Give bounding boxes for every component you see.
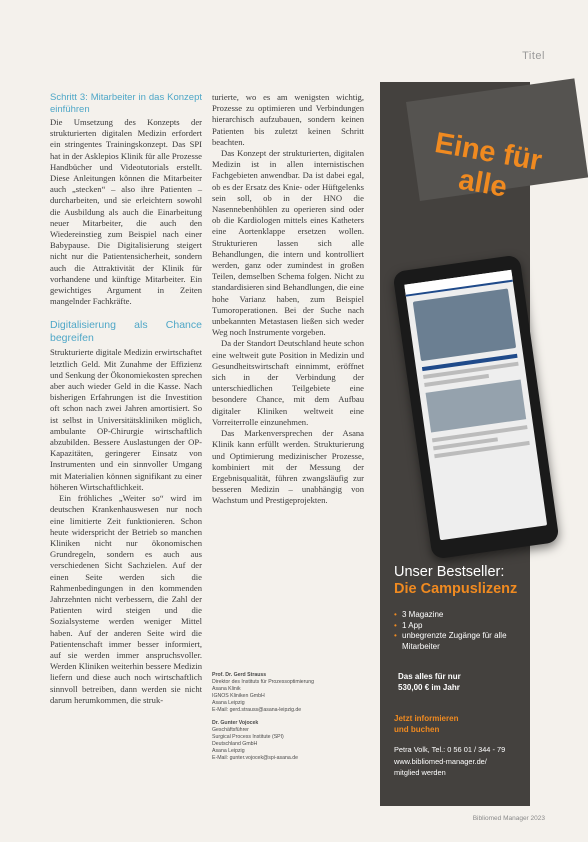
paragraph: Da der Standort Deutschland heute schon eine weltweit gute Position in Medizin und Gesundheitswirtschaft einnimmt, eröffnet sich in der Verbindung der unterschiedlichen Teilgebiete eine besondere Chance, mit dem Aufbau digitaler Kliniken weltweit eine Vorreiterrolle einzunehmen. (212, 338, 364, 427)
bullet-icon: • (394, 631, 397, 640)
author-info (212, 672, 364, 767)
author-line: IGNOS Kliniken GmbH (212, 693, 265, 700)
section-tag: Titel (522, 50, 545, 62)
paragraph: Die Umsetzung des Konzepts der strukturierten digitalen Medizin erfordert ein stringentes Trainingskonzept. Das SPI hat in der Asklepios Klinik für alle Prozesse Handbücher und Videotutorials erstellt. Diese Anleitungen können die Mitarbeiter auch „stecken“ – also ihre Patienten – durcharbeiten, und sie erleichtern sowohl die Ausbildung als auch die Einarbeitung neuer Mitarbeiter, die auch den Wiedereinstieg zum Beispiel nach einer Babypause. Die Digitalisierung steigert nicht nur die Patientensicherheit, sondern auch die Attraktivität der Klinik für vorhandene und künftige Mitarbeiter. Ein gewichtiges Argument in Zeiten mangelnder Fachkräfte. (50, 117, 202, 307)
subheading-employees: Schritt 3: Mitarbeiter in das Konzept einführen (50, 92, 202, 115)
author-email[interactable]: E-Mail: gerd.strauss@asana-leipzig.de (212, 707, 302, 714)
bullet-icon: • (394, 620, 397, 630)
author-line: Asana Leipzig (212, 700, 245, 707)
page-footer: Bibliomed Manager 2023 (472, 815, 545, 822)
ad-feature-item: • 3 Magazine (394, 610, 444, 619)
ad-feature-item: • 1 App (394, 620, 423, 630)
author-line: Asana Klinik (212, 686, 241, 693)
author-name: Dr. Gunter Vojocek (212, 719, 259, 726)
ad-feature-item: • unbegrenzte Zugänge für alle Mitarbeiter (394, 631, 507, 651)
subheading-chance: Digitalisierung als Chance begreifen (50, 319, 202, 345)
article-column-1 (50, 92, 202, 804)
paragraph: turierte, wo es am wenigsten wichtig, Prozesse zu optimieren und Verbindungen hierarchisch aufzubauen, sondern keinen Patienten bis zuletzt keinen Schritt beachten. (212, 92, 364, 147)
ad-price (398, 672, 522, 693)
author-block (212, 672, 364, 715)
ad-headline: Eine für alle (432, 127, 545, 204)
ad-price-amount: 530,00 € im Jahr (398, 682, 460, 692)
bullet-icon: • (394, 610, 397, 619)
paragraph: Das Markenversprechen der Asana Klinik kann erfüllt werden. Strukturierung und Optimierung medizinischer Prozesse, kombiniert mit der Messung der Ergebnisqualität, führen zwangsläufig zur besseren Medizin – unabhängig von Wachstum und Prestigeprojekten. (212, 428, 364, 506)
ad-title (394, 564, 522, 598)
author-line: Geschäftsführer (212, 726, 249, 733)
ad-call-to-action[interactable] (394, 714, 522, 735)
ad-feature-list (394, 610, 522, 652)
author-line: Surgical Process Institute (SPI) (212, 733, 284, 740)
author-line: Asana Leipzig (212, 747, 245, 754)
paragraph: Ein fröhliches „Weiter so“ wird im deutschen Krankenhauswesen nur noch eine limitierte Zeit funktionieren. Schon heute widerspricht der Betrieb so manchen Kliniken nicht nur ökonomischen Grundregeln, sondern es auch aus verschiedenen Sicht Sachzielen. Auf der einen Seite werden sich die Rahmenbedingungen in den kommenden Jahrzehnten nicht verbessern, die Zahl der Patienten wird steigen und die Sozialsysteme werden weniger Mittel haben. Auf der anderen Seite wird die Patientenschaft immer besser informiert, auf sie werden immer anspruchsvoller. Werden Kliniken weiterhin bessere Medizin liefern und diese auch noch wirtschaftlich sinnvoll betreiben, dann werden sie nicht darum herumkommen, die struk- (50, 493, 202, 705)
article-column-2 (212, 92, 364, 582)
screen-image (426, 380, 527, 433)
ad-title-line: Unser Bestseller: (394, 564, 505, 580)
author-email[interactable]: E-Mail: gunter.vojocek@spi-asana.de (212, 755, 299, 762)
ad-contact (394, 744, 524, 779)
author-name: Prof. Dr. Gerd Strauss (212, 672, 267, 678)
paragraph: Strukturierte digitale Medizin erwirtschaftet letztlich Geld. Mit Zunahme der Effizienz und Senkung der Ökonomiekosten sprechen aber auch wieder Geld in die Kasse. Nach bisherigen Erfahrungen ist die Investition oft schon nach zwei Jahren amortisiert. So ist selbst in Universitätskliniken möglich, ambulante OP-Chirurgie wirtschaftlich abzubilden. Bessere Auslastungen der OP-Kapazitäten, geringerer Einsatz von Instrumenten und ein sinnvoller Umgang mit Materialien können signifikant zu einer höheren Wirtschaftlichkeit. (50, 347, 202, 492)
smartphone-image (392, 255, 559, 560)
paragraph: Das Konzept der strukturierten, digitalen Medizin ist in allen internistischen Fachgebieten anwendbar. Da ist dabei egal, ob es der Ersatz des Knie- oder Hüftgelenks sein soll, ob in der HNO die Nasennebenhöhlen zu operieren sind oder ob die Kardiologen mittels eines Katheters eine Aortenklappe ersetzen wollen. Strukturieren lassen sich alle Behandlungen, die intern und kontrolliert werden, ganz oder zumindest in großen Teilen, demselben Schema folgen. Nicht zu standardisieren sind Behandlungen, die eine hohe Varianz haben, zum Beispiel Tumoroperationen. Bei der Suche nach unbekannten Metastasen ließen sich weder Weg noch Instrumente vorgeben. (212, 148, 364, 338)
ad-price-line: Das alles für nur (398, 672, 461, 681)
author-line: Deutschland GmbH (212, 740, 258, 747)
author-block (212, 720, 364, 763)
ad-cta-line: und buchen (394, 724, 440, 734)
ad-contact-url[interactable]: www.bibliomed-manager.de/ (394, 756, 487, 766)
ad-cta-line: Jetzt informieren (394, 714, 459, 723)
ad-title-highlight: Die Campuslizenz (394, 581, 518, 597)
phone-screen (404, 270, 547, 541)
ad-contact-url[interactable]: mitglied werden (394, 768, 446, 777)
campus-license-advert (380, 82, 545, 806)
screen-hero-image (413, 288, 516, 361)
ad-contact-phone[interactable]: Petra Volk, Tel.: 0 56 01 / 344 - 79 (394, 745, 506, 754)
author-line: Direktor des Instituts für Prozessoptimierung (212, 679, 315, 686)
